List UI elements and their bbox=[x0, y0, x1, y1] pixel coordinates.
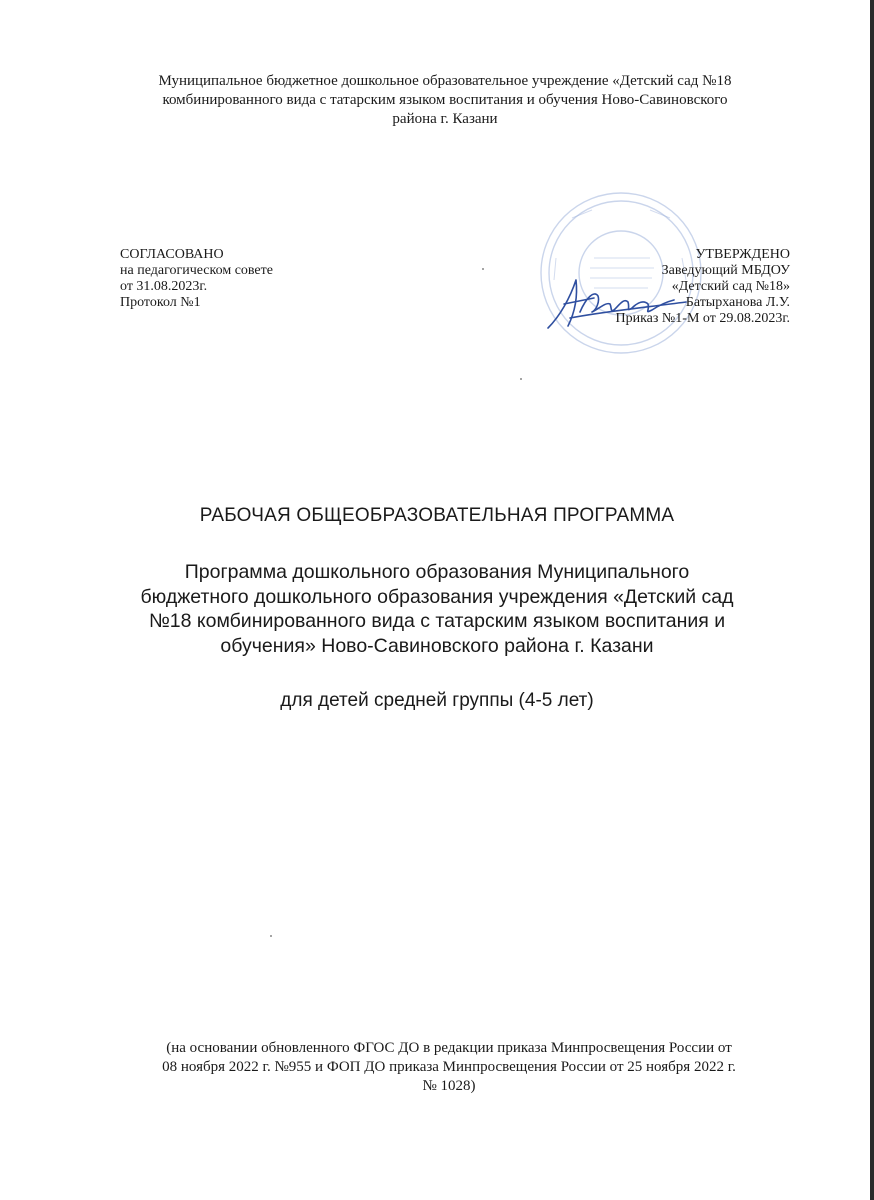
agreed-block bbox=[120, 247, 273, 311]
approved-block bbox=[615, 247, 790, 327]
approved-signatory: Батырханова Л.У. bbox=[685, 295, 790, 310]
basis-line: 08 ноября 2022 г. №955 и ФОП ДО приказа Минпросвещения России от 25 ноября 2022 г. bbox=[162, 1059, 736, 1075]
scan-speck bbox=[482, 268, 484, 270]
agreed-date: от 31.08.2023г. bbox=[120, 279, 208, 294]
agreed-title: СОГЛАСОВАНО bbox=[120, 247, 224, 262]
program-line: обучения» Ново-Савиновского района г. Казани bbox=[220, 634, 654, 657]
agreed-council: на педагогическом совете bbox=[120, 263, 273, 278]
institution-header bbox=[100, 72, 790, 129]
document-title: РАБОЧАЯ ОБЩЕОБРАЗОВАТЕЛЬНАЯ ПРОГРАММА bbox=[199, 505, 675, 526]
approved-position: Заведующий МБДОУ bbox=[661, 263, 790, 278]
agreed-protocol: Протокол №1 bbox=[120, 295, 201, 310]
approved-order: Приказ №1-М от 29.08.2023г. bbox=[615, 311, 790, 326]
header-line: района г. Казани bbox=[392, 111, 498, 127]
header-line: комбинированного вида с татарским языком воспитания и обучения Ново-Савиновского bbox=[162, 92, 728, 108]
basis-line: (на основании обновленного ФГОС ДО в редакции приказа Минпросвещения России от bbox=[166, 1040, 732, 1056]
approved-org: «Детский сад №18» bbox=[671, 279, 790, 294]
legal-basis bbox=[104, 1039, 794, 1096]
basis-line: № 1028) bbox=[422, 1078, 476, 1094]
program-description bbox=[120, 560, 754, 658]
header-line: Муниципальное бюджетное дошкольное образовательное учреждение «Детский сад №18 bbox=[158, 73, 732, 89]
scan-speck bbox=[270, 935, 272, 937]
program-line: Программа дошкольного образования Муниципального bbox=[184, 561, 690, 583]
scan-edge bbox=[870, 0, 874, 1200]
age-group: для детей средней группы (4-5 лет) bbox=[280, 690, 594, 711]
scan-speck bbox=[520, 378, 522, 380]
approved-title: УТВЕРЖДЕНО bbox=[695, 247, 790, 262]
program-line: бюджетного дошкольного образования учреждения «Детский сад bbox=[140, 585, 734, 608]
program-line: №18 комбинированного вида с татарским языком воспитания и bbox=[148, 610, 726, 632]
